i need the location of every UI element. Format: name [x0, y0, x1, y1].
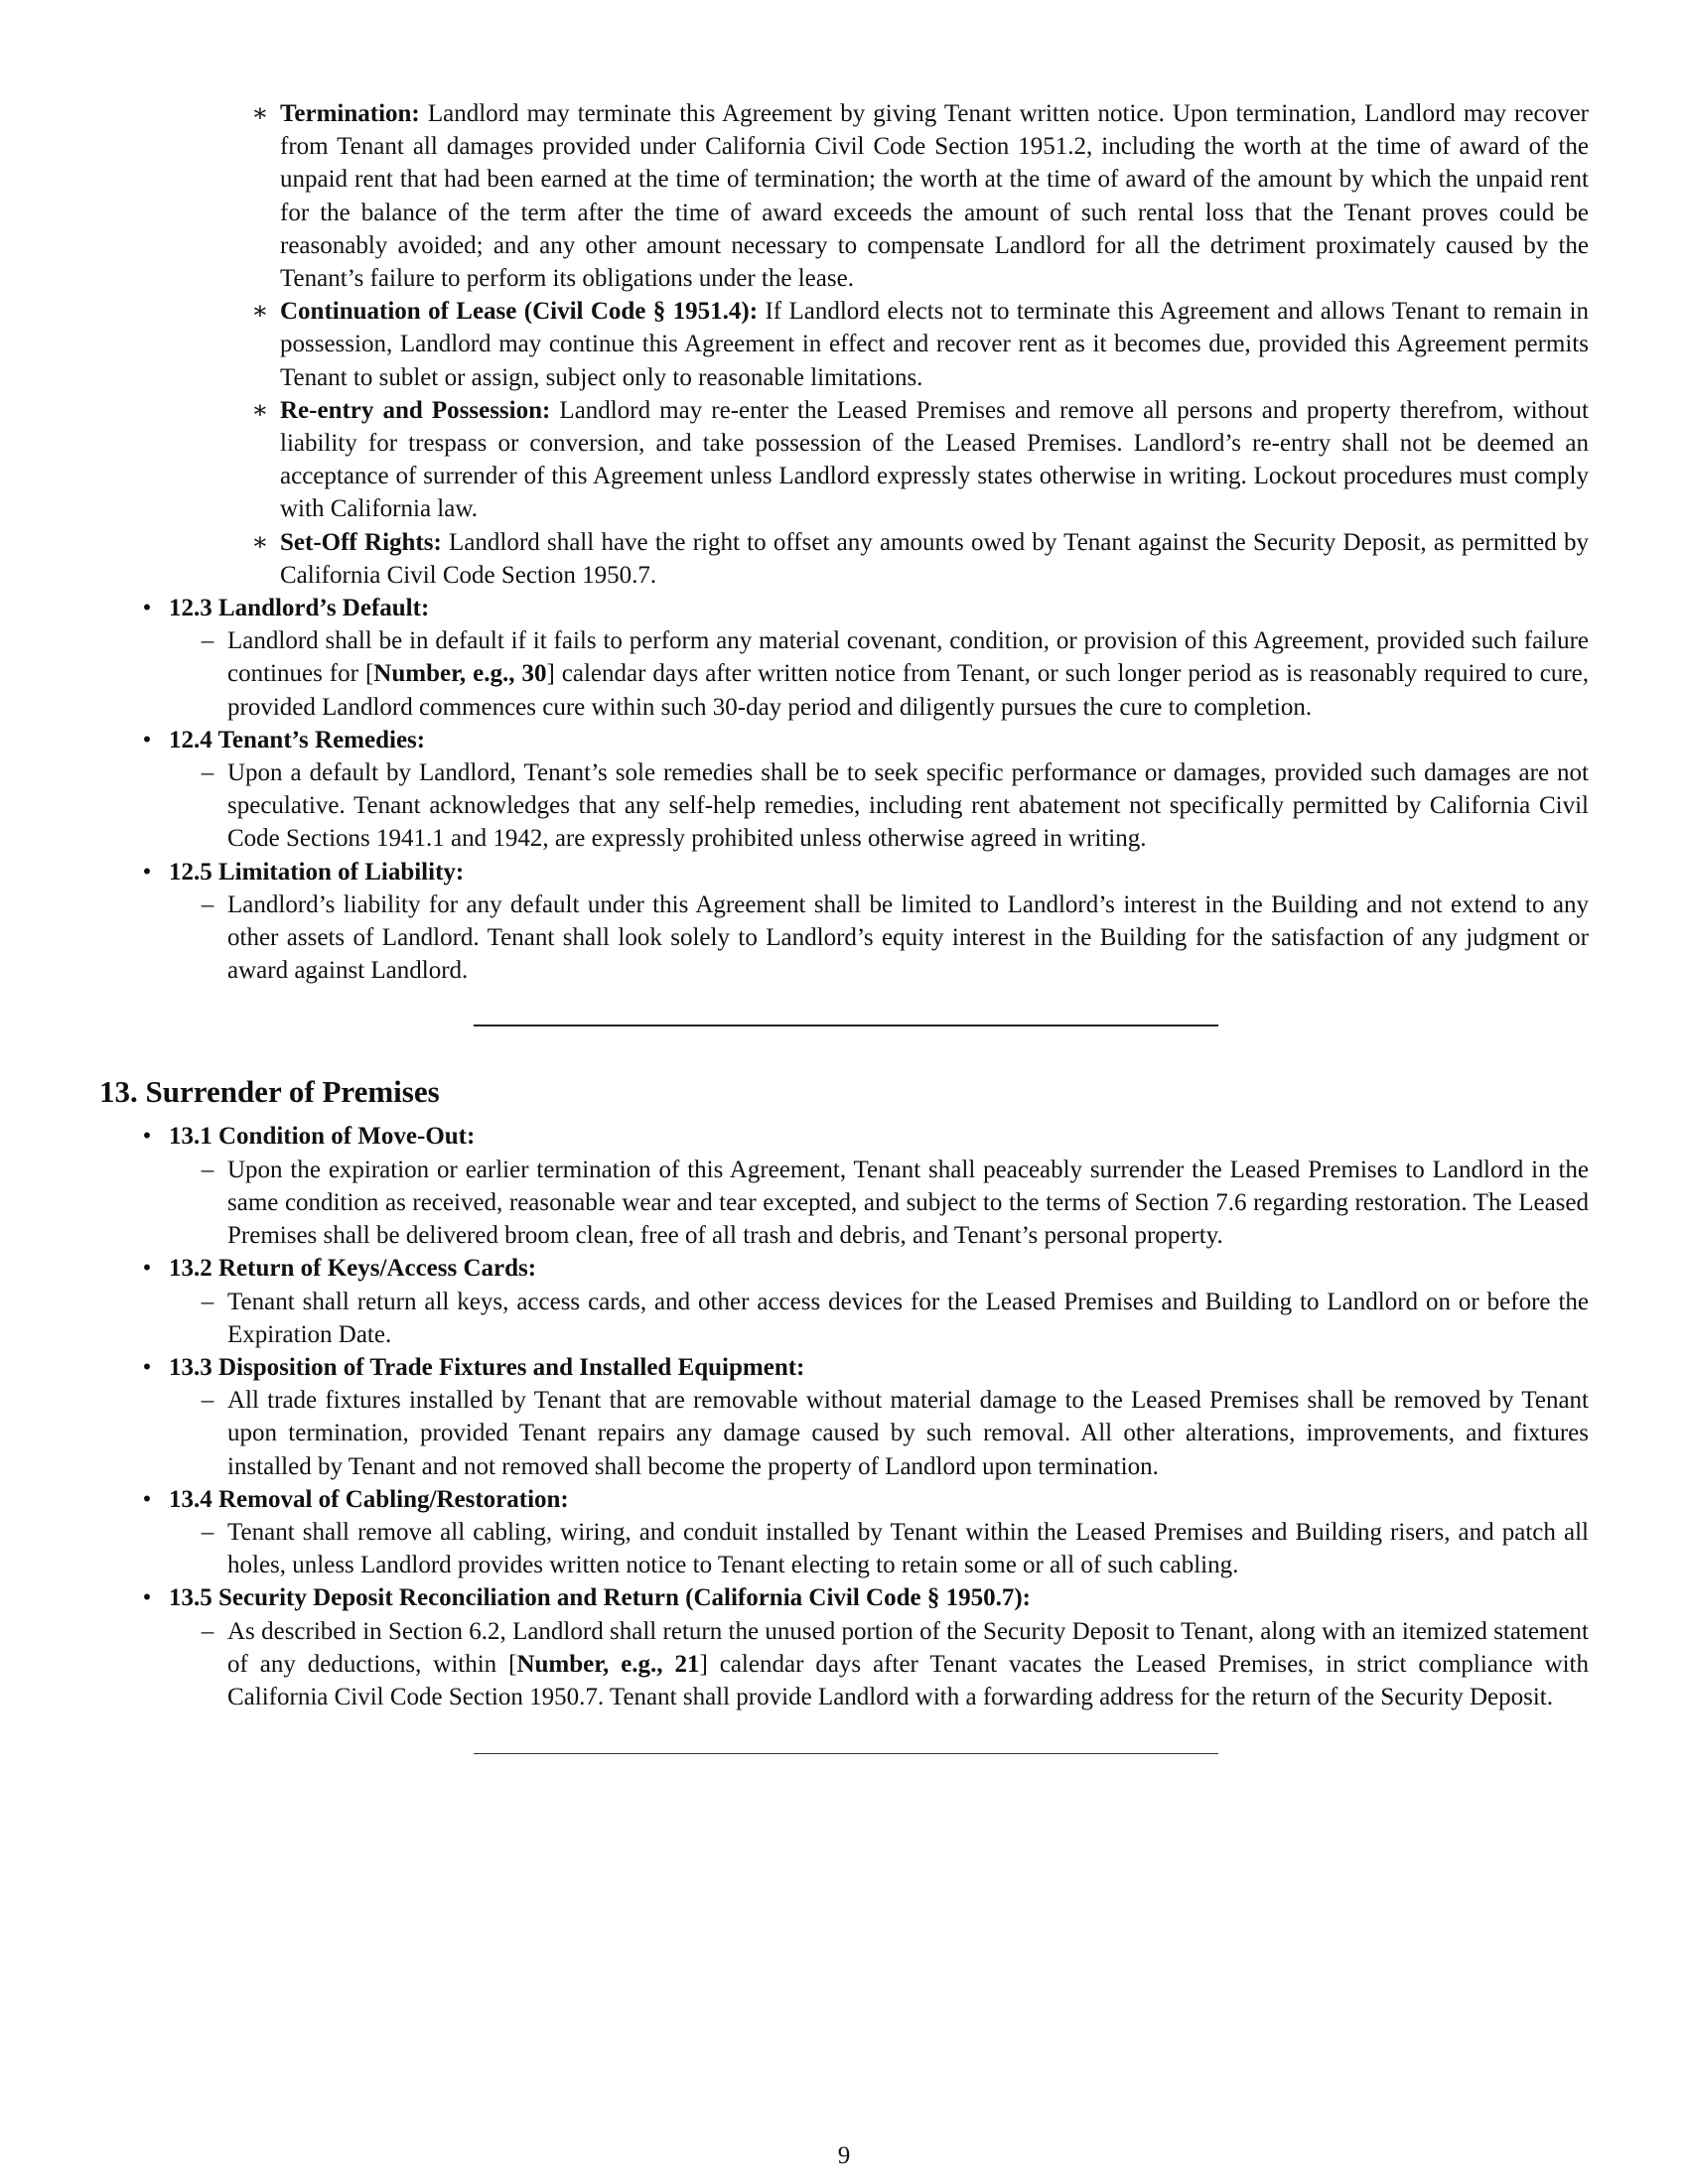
section-divider-bottom	[474, 1753, 1218, 1754]
item-title: 13.2 Return of Keys/Access Cards:	[169, 1255, 537, 1283]
page-number: 9	[837, 2142, 851, 2169]
remedy-setoff	[251, 526, 1589, 592]
item-text: All trade fixtures installed by Tenant that are removable without material damage to the Leased Premises shall be removed by Tenant upon termination, provided Tenant repairs any damage caused by such removal. All other alterations, improvements, and fixtures installed by Tenant and not removed shall become the property of Landlord upon termination.	[227, 1387, 1589, 1480]
remedies-list	[99, 97, 1589, 592]
dash-marker: –	[201, 1617, 214, 1645]
item-13-2-body	[201, 1286, 1589, 1351]
item-13-3-body	[201, 1384, 1589, 1483]
asterisk-marker: ∗	[251, 298, 269, 326]
asterisk-marker: ∗	[251, 396, 269, 424]
dash-marker: –	[201, 759, 214, 787]
item-12-5-heading	[142, 856, 1589, 888]
item-text: Landlord shall be in default if it fails to perform any material covenant, condition, or provision of this Agreement, provided such failure continues for [	[227, 627, 1589, 688]
item-13-5-heading	[142, 1581, 1589, 1614]
remedy-termination	[251, 97, 1589, 295]
item-title: 12.5 Limitation of Liability:	[169, 858, 465, 886]
item-text: Tenant shall return all keys, access cards, and other access devices for the Leased Premises and Building to Landlord on or before the Expiration Date.	[227, 1288, 1589, 1348]
page-content	[99, 97, 1589, 1754]
remedy-reentry	[251, 394, 1589, 526]
asterisk-marker: ∗	[251, 100, 269, 127]
item-13-4-heading	[142, 1483, 1589, 1516]
dash-marker: –	[201, 627, 214, 655]
item-12-4-heading	[142, 724, 1589, 756]
remedy-text: Landlord may terminate this Agreement by giving Tenant written notice. Upon termination, Landlord may recover from Tenant all damages provided under California Civil Code Section 1951.2, including the worth at the time of award of the unpaid rent that had been earned at the time of termination; the worth at the time of award of the amount by which the unpaid rent for the balance of the term after the time of award exceeds the amount of such rental loss that the Tenant proves could be reasonably avoided; and any other amount necessary to compensate Landlord for all the detriment proximately caused by the Tenant’s failure to perform its obligations under the lease.	[280, 100, 1589, 293]
item-13-1-heading	[142, 1120, 1589, 1153]
bullet-marker: •	[142, 1584, 152, 1612]
item-13-2-heading	[142, 1252, 1589, 1285]
remedy-text: Landlord shall have the right to offset any amounts owed by Tenant against the Security Deposit, as permitted by California Civil Code Section 1950.7.	[280, 528, 1589, 589]
item-text-post: ] calendar days after written notice from Tenant, or such longer period as is reasonably required to cure, provided Landlord commences cure within such 30-day period and diligently pursues the cure to completion.	[227, 660, 1590, 721]
item-title: 13.3 Disposition of Trade Fixtures and Installed Equipment:	[169, 1353, 805, 1381]
item-13-1-body	[201, 1154, 1589, 1253]
section-13-heading: 13. Surrender of Premises	[99, 1074, 440, 1110]
item-title: 13.4 Removal of Cabling/Restoration:	[169, 1485, 569, 1513]
bullet-marker: •	[142, 1353, 152, 1381]
item-placeholder: Number, e.g., 21	[516, 1650, 700, 1678]
dash-marker: –	[201, 1518, 214, 1546]
section12-items	[99, 592, 1589, 987]
item-12-5-body	[201, 888, 1589, 988]
bullet-marker: •	[142, 726, 152, 753]
item-text: Tenant shall remove all cabling, wiring, and conduit installed by Tenant within the Leased Premises and Building risers, and patch all holes, unless Landlord provides written notice to Tenant electing to retain some or all of such cabling.	[227, 1518, 1589, 1579]
remedy-text: If Landlord elects not to terminate this Agreement and allows Tenant to remain in possession, Landlord may continue this Agreement in effect and recover rent as it becomes due, provided this Agreement permits Tenant to sublet or assign, subject only to reasonable limitations.	[280, 298, 1589, 391]
item-text: Upon a default by Landlord, Tenant’s sole remedies shall be to seek specific performance or damages, provided such damages are not speculative. Tenant acknowledges that any self-help remedies, including rent abatement not specifically permitted by California Civil Code Sections 1941.1 and 1942, are expressly prohibited unless otherwise agreed in writing.	[227, 759, 1589, 853]
remedy-title: Termination:	[280, 100, 420, 127]
bullet-marker: •	[142, 1123, 152, 1151]
item-placeholder: Number, e.g., 30	[373, 660, 547, 688]
item-12-3-body	[201, 624, 1590, 724]
item-title: 12.3 Landlord’s Default:	[169, 595, 430, 622]
remedy-title: Re-entry and Possession:	[280, 396, 551, 424]
item-text-post: ] calendar days after Tenant vacates the Leased Premises, in strict compliance with California Civil Code Section 1950.7. Tenant shall provide Landlord with a forwarding address for the return of the Security Deposit.	[227, 1650, 1589, 1710]
bullet-marker: •	[142, 595, 152, 622]
item-13-5-body	[201, 1615, 1589, 1714]
item-text: Landlord’s liability for any default under this Agreement shall be limited to Landlord’s interest in the Building and not extend to any other assets of Landlord. Tenant shall look solely to Landlord’s equity interest in the Building for the satisfaction of any judgment or award against Landlord.	[227, 890, 1589, 985]
bullet-marker: •	[142, 1255, 152, 1283]
remedy-text: Landlord may re-enter the Leased Premises and remove all persons and property therefrom, without liability for trespass or conversion, and take possession of the Leased Premises. Landlord’s re-entry shall not be deemed an acceptance of surrender of this Agreement unless Landlord expressly states otherwise in writing. Lockout procedures must comply with California law.	[280, 396, 1589, 523]
item-title: 13.1 Condition of Move-Out:	[169, 1123, 476, 1151]
dash-marker: –	[201, 890, 214, 918]
remedy-title: Continuation of Lease (Civil Code § 1951.4):	[280, 298, 759, 326]
item-12-4-body	[201, 756, 1589, 856]
asterisk-marker: ∗	[251, 528, 269, 556]
item-12-3-heading	[142, 592, 1589, 624]
item-title: 12.4 Tenant’s Remedies:	[169, 726, 426, 753]
item-13-4-body	[201, 1516, 1589, 1581]
bullet-marker: •	[142, 858, 152, 886]
remedy-title: Set-Off Rights:	[280, 528, 442, 556]
item-text: As described in Section 6.2, Landlord shall return the unused portion of the Security Deposit to Tenant, along with an itemized statement of any deductions, within [	[227, 1617, 1589, 1678]
remedy-continuation	[251, 295, 1589, 394]
item-13-3-heading	[142, 1351, 1589, 1384]
section-divider	[474, 1024, 1218, 1026]
dash-marker: –	[201, 1156, 214, 1183]
dash-marker: –	[201, 1387, 214, 1415]
dash-marker: –	[201, 1288, 214, 1315]
bullet-marker: •	[142, 1485, 152, 1513]
item-title: 13.5 Security Deposit Reconciliation and Return (California Civil Code § 1950.7):	[169, 1584, 1032, 1612]
section13-items	[99, 1120, 1589, 1713]
item-text: Upon the expiration or earlier termination of this Agreement, Tenant shall peaceably surrender the Leased Premises to Landlord in the same condition as received, reasonable wear and tear excepted, and subject to the terms of Section 7.6 regarding restoration. The Leased Premises shall be delivered broom clean, free of all trash and debris, and Tenant’s personal property.	[227, 1156, 1589, 1250]
